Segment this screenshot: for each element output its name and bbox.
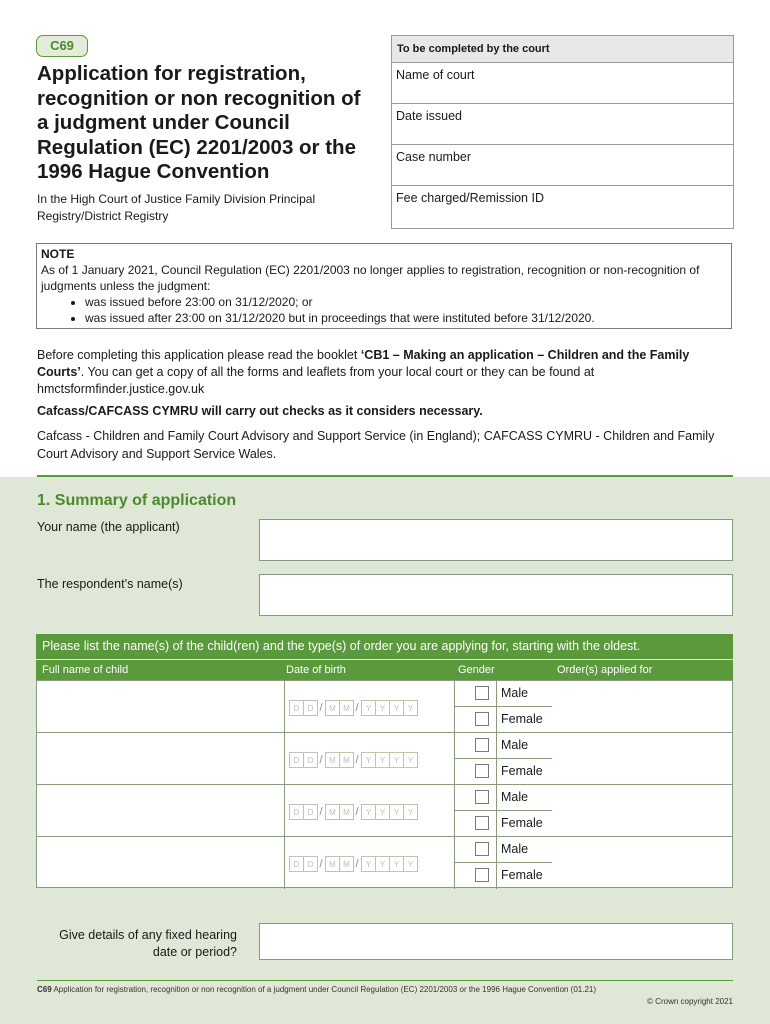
gender-option	[455, 759, 497, 785]
note-box	[36, 243, 732, 329]
male-checkbox[interactable]	[475, 790, 489, 804]
male-label: Male	[501, 842, 529, 856]
children-table-columns	[36, 660, 733, 680]
gender-option	[455, 811, 497, 837]
date-digit-box[interactable]: D	[289, 752, 304, 768]
orders-applied-input[interactable]	[553, 785, 732, 836]
child-name-input[interactable]	[37, 733, 284, 784]
column-divider	[284, 785, 285, 836]
child-name-input[interactable]	[37, 837, 284, 889]
children-table	[36, 680, 733, 888]
column-divider	[284, 681, 285, 732]
date-separator: /	[355, 702, 359, 714]
section-title: 1. Summary of application	[37, 492, 237, 509]
form-title: Application for registration, recognition or non recognition of a judgment under Council Regulation (EC) 2201/2003 or the 1996 Hague Convention	[37, 62, 361, 183]
table-row	[37, 681, 732, 733]
date-digit-box[interactable]: Y	[375, 804, 390, 820]
column-gender: Gender	[458, 664, 495, 676]
female-label: Female	[501, 764, 543, 778]
table-row	[37, 837, 732, 889]
female-checkbox[interactable]	[475, 868, 489, 882]
table-row	[37, 733, 732, 785]
date-separator: /	[319, 858, 323, 870]
male-label: Male	[501, 686, 529, 700]
fixed-hearing-input[interactable]	[259, 923, 733, 960]
female-checkbox[interactable]	[475, 816, 489, 830]
date-digit-box[interactable]: M	[339, 856, 354, 872]
date-digit-box[interactable]: M	[325, 804, 340, 820]
date-digit-box[interactable]: D	[303, 752, 318, 768]
date-digit-box[interactable]: M	[325, 856, 340, 872]
child-name-input[interactable]	[37, 681, 284, 732]
column-date-of-birth: Date of birth	[286, 664, 346, 676]
court-line: In the High Court of Justice Family Division Principal Registry/District Registry	[37, 192, 316, 223]
date-digit-box[interactable]: Y	[389, 856, 404, 872]
fee-charged-field[interactable]: Fee charged/Remission ID	[396, 191, 544, 205]
date-of-birth-input[interactable]	[289, 856, 417, 872]
date-digit-box[interactable]: Y	[403, 804, 418, 820]
booklet-title: ‘CB1 – Making an application – Children and the Family Courts’	[37, 348, 690, 379]
column-divider	[284, 837, 285, 889]
column-full-name: Full name of child	[42, 664, 129, 676]
date-digit-box[interactable]: D	[289, 804, 304, 820]
footer-text: C69 Application for registration, recognition or non recognition of a judgment under Council Regulation (EC) 2201/2003 or the 1996 Hague Convention (01.21)	[37, 985, 597, 994]
date-digit-box[interactable]: D	[289, 700, 304, 716]
date-digit-box[interactable]: Y	[403, 700, 418, 716]
date-digit-box[interactable]: M	[325, 700, 340, 716]
note-text: As of 1 January 2021, Council Regulation (EC) 2201/2003 no longer applies to registration, recognition or non-recognition of judgments unless the judgment:	[41, 263, 700, 293]
note-bullet: • was issued after 23:00 on 31/12/2020 but in proceedings that were instituted before 31/12/2020.	[85, 310, 727, 326]
female-checkbox[interactable]	[475, 712, 489, 726]
date-digit-box[interactable]: M	[339, 752, 354, 768]
court-use-box	[391, 35, 734, 229]
respondent-label: The respondent’s name(s)	[37, 577, 183, 591]
date-separator: /	[319, 754, 323, 766]
date-separator: /	[355, 858, 359, 870]
form-code-badge: C69	[36, 35, 88, 57]
female-label: Female	[501, 712, 543, 726]
child-name-input[interactable]	[37, 785, 284, 836]
date-separator: /	[319, 702, 323, 714]
copyright: © Crown copyright 2021	[647, 997, 733, 1006]
date-digit-box[interactable]: Y	[361, 752, 376, 768]
date-digit-box[interactable]: D	[303, 856, 318, 872]
date-of-birth-input[interactable]	[289, 700, 417, 716]
section-divider	[37, 475, 733, 477]
date-digit-box[interactable]: Y	[389, 804, 404, 820]
date-separator: /	[355, 806, 359, 818]
date-digit-box[interactable]: Y	[375, 856, 390, 872]
orders-applied-input[interactable]	[553, 733, 732, 784]
date-digit-box[interactable]: D	[303, 804, 318, 820]
date-digit-box[interactable]: Y	[375, 700, 390, 716]
date-digit-box[interactable]: Y	[361, 856, 376, 872]
date-digit-box[interactable]: D	[289, 856, 304, 872]
gender-option	[455, 733, 497, 759]
case-number-field[interactable]: Case number	[392, 145, 733, 186]
date-issued-field[interactable]: Date issued	[392, 104, 733, 145]
gender-option	[455, 785, 497, 811]
male-checkbox[interactable]	[475, 842, 489, 856]
fixed-hearing-label: Give details of any fixed hearing date or period?	[59, 928, 237, 959]
date-digit-box[interactable]: D	[303, 700, 318, 716]
children-table-heading: Please list the name(s) of the child(ren) and the type(s) of order you are applying for, starting with the oldest.	[36, 634, 733, 659]
note-bullet: • was issued before 23:00 on 31/12/2020; or	[85, 294, 727, 310]
cafcass-checks: Cafcass/CAFCASS CYMRU will carry out checks as it considers necessary.	[37, 404, 483, 418]
court-name-field[interactable]: Name of court	[392, 63, 733, 104]
court-box-heading: To be completed by the court	[392, 36, 733, 63]
gender-option	[455, 707, 497, 733]
gender-option	[455, 837, 497, 863]
gender-option	[455, 863, 497, 889]
respondent-name-input[interactable]	[259, 574, 733, 616]
date-digit-box[interactable]: M	[339, 700, 354, 716]
date-digit-box[interactable]: M	[325, 752, 340, 768]
date-digit-box[interactable]: Y	[389, 752, 404, 768]
table-row	[37, 785, 732, 837]
date-of-birth-input[interactable]	[289, 752, 417, 768]
gender-option	[455, 681, 497, 707]
applicant-name-input[interactable]	[259, 519, 733, 561]
female-label: Female	[501, 868, 543, 882]
note-heading: NOTE	[41, 247, 75, 261]
date-separator: /	[355, 754, 359, 766]
footer-divider	[37, 980, 733, 981]
applicant-label: Your name (the applicant)	[37, 520, 180, 534]
date-digit-box[interactable]: Y	[389, 700, 404, 716]
column-divider	[284, 733, 285, 784]
cafcass-definition: Cafcass - Children and Family Court Advisory and Support Service (in England); CAFCASS CYMRU - Children and Family Court Advisory and Support Service Wales.	[37, 429, 715, 461]
male-checkbox[interactable]	[475, 686, 489, 700]
date-digit-box[interactable]: Y	[403, 752, 418, 768]
date-of-birth-input[interactable]	[289, 804, 417, 820]
orders-applied-input[interactable]	[553, 681, 732, 732]
intro-paragraph: Before completing this application please read the booklet ‘CB1 – Making an application – Children and the Family Courts’. You can get a copy of all the forms and leaflets from your local court or they can be found at hmctsformfinder.justice.gov.uk	[37, 348, 690, 396]
date-digit-box[interactable]: Y	[403, 856, 418, 872]
male-label: Male	[501, 790, 529, 804]
male-label: Male	[501, 738, 529, 752]
date-digit-box[interactable]: Y	[375, 752, 390, 768]
date-digit-box[interactable]: Y	[361, 700, 376, 716]
female-label: Female	[501, 816, 543, 830]
orders-applied-input[interactable]	[553, 837, 732, 889]
date-digit-box[interactable]: M	[339, 804, 354, 820]
male-checkbox[interactable]	[475, 738, 489, 752]
column-orders: Order(s) applied for	[557, 664, 653, 676]
date-separator: /	[319, 806, 323, 818]
female-checkbox[interactable]	[475, 764, 489, 778]
date-digit-box[interactable]: Y	[361, 804, 376, 820]
